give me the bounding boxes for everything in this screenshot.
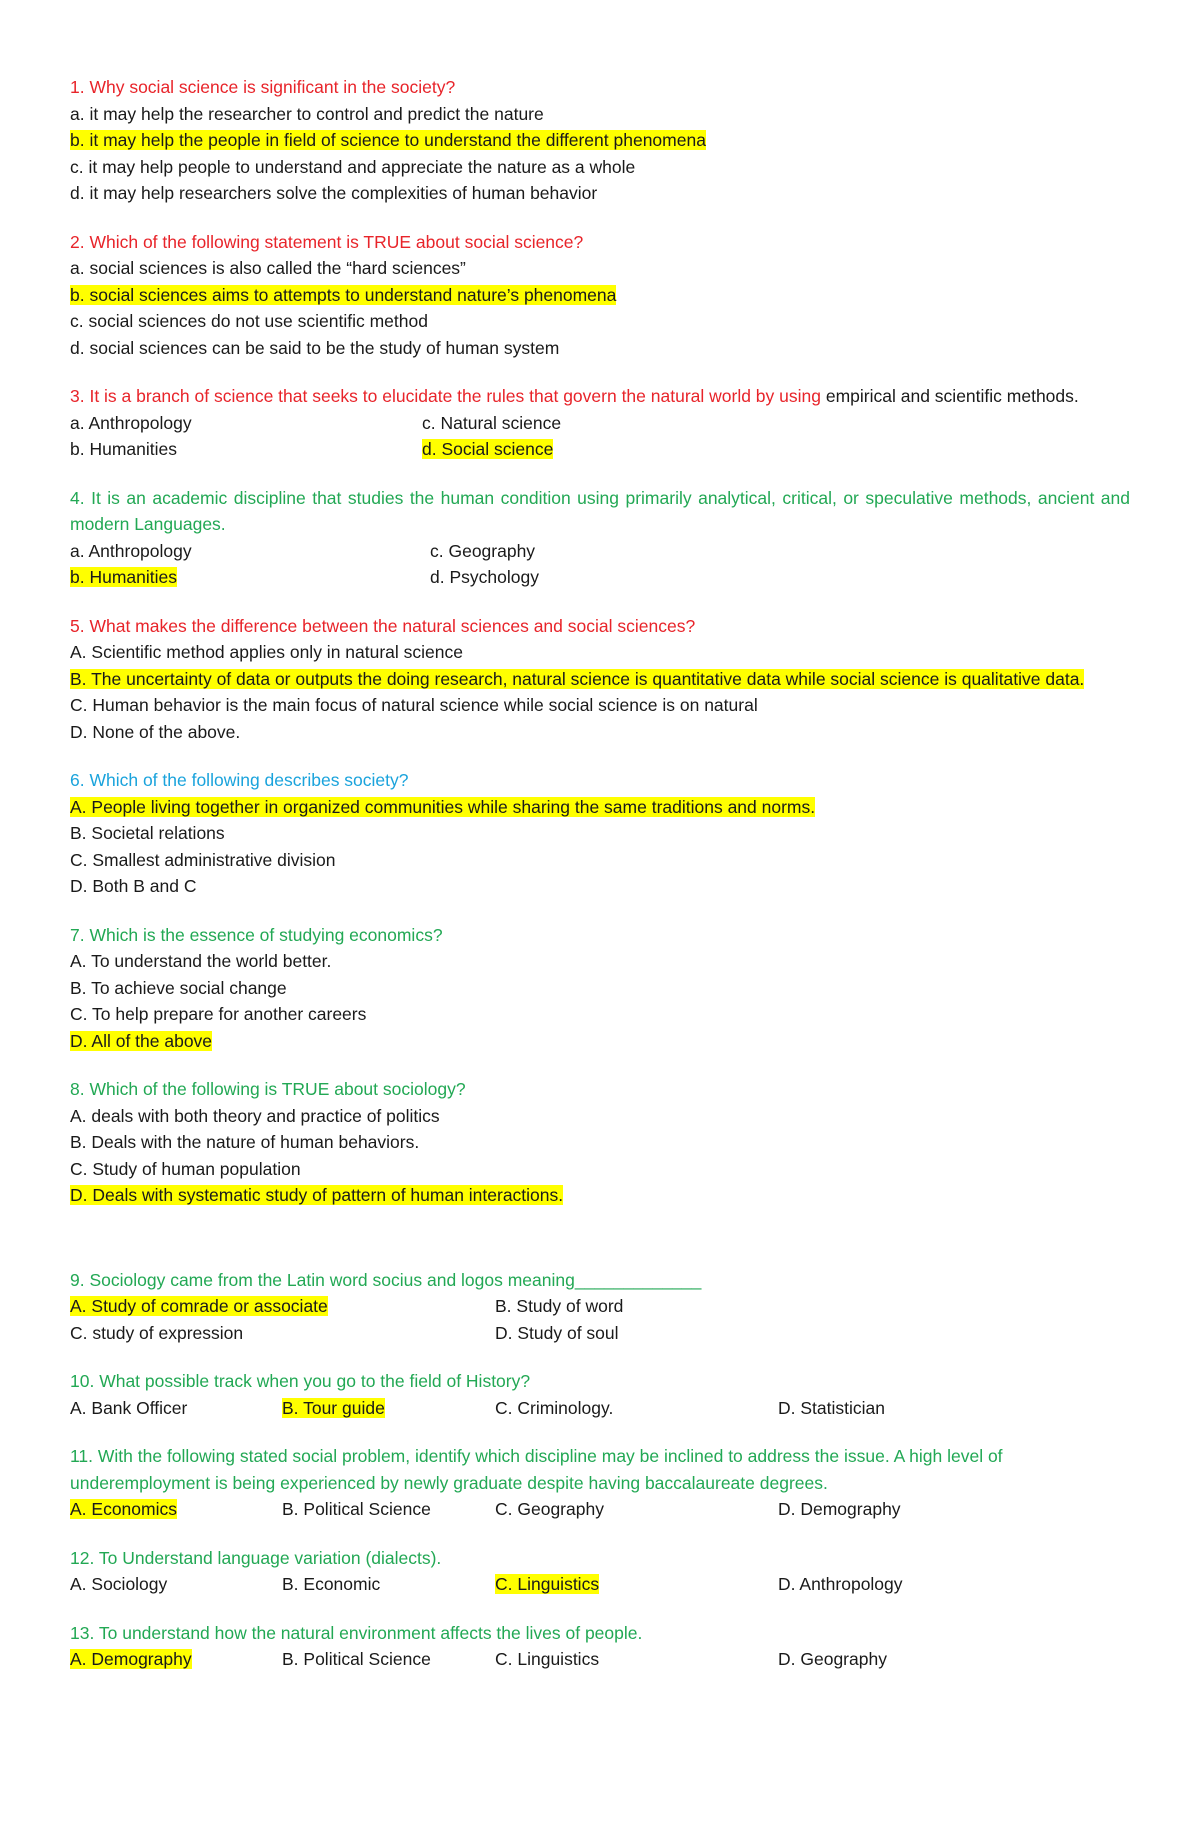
choice-b-answer: b. social sciences aims to attempts to understand nature’s phenomena	[70, 284, 617, 305]
question-text: 9. Sociology came from the Latin word socius and logos meaning_____________	[70, 1269, 702, 1290]
choice-d: d. social sciences can be said to be the study of human system	[70, 337, 560, 358]
choice-d: D. Geography	[778, 1649, 887, 1669]
question-text: 2. Which of the following statement is TRUE about social science?	[70, 231, 584, 252]
choice-d: D. None of the above.	[70, 721, 241, 742]
question-text-red: 3. It is a branch of science that seeks to elucidate the rules that govern the natural world by using	[70, 386, 821, 406]
question-8	[70, 1076, 1130, 1209]
choice-c: c. Natural science	[422, 412, 562, 433]
question-text: 11. With the following stated social problem, identify which discipline may be inclined to address the issue. A high level of underemployment is being experienced by newly graduate despite having baccalaureate degrees.	[70, 1446, 1003, 1493]
choice-c: C. study of expression	[70, 1322, 244, 1343]
choice-a: A. deals with both theory and practice of politics	[70, 1105, 440, 1126]
question-3	[70, 383, 1130, 463]
question-5	[70, 613, 1130, 746]
question-text: 7. Which is the essence of studying economics?	[70, 924, 443, 945]
choice-d-answer: D. Deals with systematic study of pattern of human interactions.	[70, 1185, 564, 1205]
choice-c: C. Linguistics	[495, 1649, 600, 1669]
choice-b: B. Societal relations	[70, 823, 225, 843]
choice-c: c. it may help people to understand and appreciate the nature as a whole	[70, 156, 636, 177]
choice-d-answer: d. Social science	[422, 439, 554, 459]
choice-b-answer: B. The uncertainty of data or outputs the doing research, natural science is quantitative data while social science is qualitative data.	[70, 668, 1085, 689]
choice-a-answer: A. People living together in organized communities while sharing the same traditions and norms.	[70, 796, 816, 817]
choice-c: C. Criminology.	[495, 1397, 614, 1418]
question-text: 1. Why social science is significant in the society?	[70, 77, 456, 97]
choice-b: b. Humanities	[70, 439, 177, 459]
choice-b: B. To achieve social change	[70, 977, 287, 998]
choice-a: A. Bank Officer	[70, 1397, 188, 1418]
choice-a: a. Anthropology	[70, 412, 192, 433]
choice-a: a. it may help the researcher to control and predict the nature	[70, 103, 544, 124]
choice-c: C. Geography	[495, 1499, 604, 1519]
choice-b: B. Study of word	[495, 1296, 624, 1316]
choice-c-answer: C. Linguistics	[495, 1574, 600, 1594]
question-text: 5. What makes the difference between the natural sciences and social sciences?	[70, 615, 696, 636]
choice-d: D. Anthropology	[778, 1574, 903, 1594]
question-1	[70, 74, 1130, 207]
question-text-rest: empirical and scientific methods.	[821, 386, 1079, 406]
choice-b-answer: B. Tour guide	[282, 1397, 385, 1418]
question-10	[70, 1368, 1130, 1421]
question-4	[70, 485, 1130, 591]
question-text: 12. To Understand language variation (dialects).	[70, 1547, 442, 1568]
choice-a-answer: A. Demography	[70, 1649, 192, 1669]
question-text	[70, 383, 1130, 410]
choice-c: C. To help prepare for another careers	[70, 1004, 367, 1024]
choice-d: D. Both B and C	[70, 876, 197, 896]
choice-c: c. Geography	[430, 540, 536, 561]
choice-a: a. Anthropology	[70, 540, 192, 561]
choice-b-answer: b. it may help the people in field of science to understand the different phenomena	[70, 130, 706, 150]
choice-b: B. Economic	[282, 1574, 381, 1594]
question-2	[70, 229, 1130, 362]
quiz-document	[70, 74, 1130, 1695]
choice-a-answer: A. Study of comrade or associate	[70, 1296, 328, 1316]
choice-c: C. Study of human population	[70, 1158, 301, 1179]
choice-b: B. Deals with the nature of human behaviors.	[70, 1132, 420, 1152]
spacer	[70, 1231, 1130, 1267]
choice-d: D. Study of soul	[495, 1322, 619, 1343]
question-13	[70, 1620, 1130, 1673]
question-11	[70, 1443, 1130, 1523]
choice-d: d. Psychology	[430, 567, 539, 587]
question-text: 10. What possible track when you go to the field of History?	[70, 1371, 531, 1391]
question-text: 4. It is an academic discipline that studies the human condition using primarily analytical, critical, or speculative methods, ancient and modern Languages.	[70, 487, 1130, 534]
question-text: 6. Which of the following describes society?	[70, 770, 409, 790]
choice-d: D. Demography	[778, 1499, 901, 1519]
choice-b: B. Political Science	[282, 1649, 431, 1669]
choice-d-answer: D. All of the above	[70, 1030, 213, 1051]
question-12	[70, 1545, 1130, 1598]
question-9	[70, 1267, 1130, 1347]
question-text: 8. Which of the following is TRUE about sociology?	[70, 1079, 466, 1099]
question-7	[70, 922, 1130, 1055]
choice-a: A. Sociology	[70, 1574, 168, 1594]
question-6	[70, 767, 1130, 900]
choice-b: B. Political Science	[282, 1499, 431, 1519]
choice-c: C. Human behavior is the main focus of natural science while social science is on natural	[70, 695, 758, 715]
choice-a: a. social sciences is also called the “hard sciences”	[70, 258, 466, 278]
choice-d: D. Statistician	[778, 1397, 885, 1418]
choice-b-answer: b. Humanities	[70, 567, 177, 587]
choice-a-answer: A. Economics	[70, 1499, 177, 1519]
choice-d: d. it may help researchers solve the complexities of human behavior	[70, 183, 598, 203]
choice-a: A. To understand the world better.	[70, 951, 332, 971]
question-text: 13. To understand how the natural environment affects the lives of people.	[70, 1622, 643, 1643]
choice-a: A. Scientific method applies only in natural science	[70, 642, 463, 662]
choice-c: c. social sciences do not use scientific method	[70, 311, 428, 331]
choice-c: C. Smallest administrative division	[70, 849, 336, 870]
